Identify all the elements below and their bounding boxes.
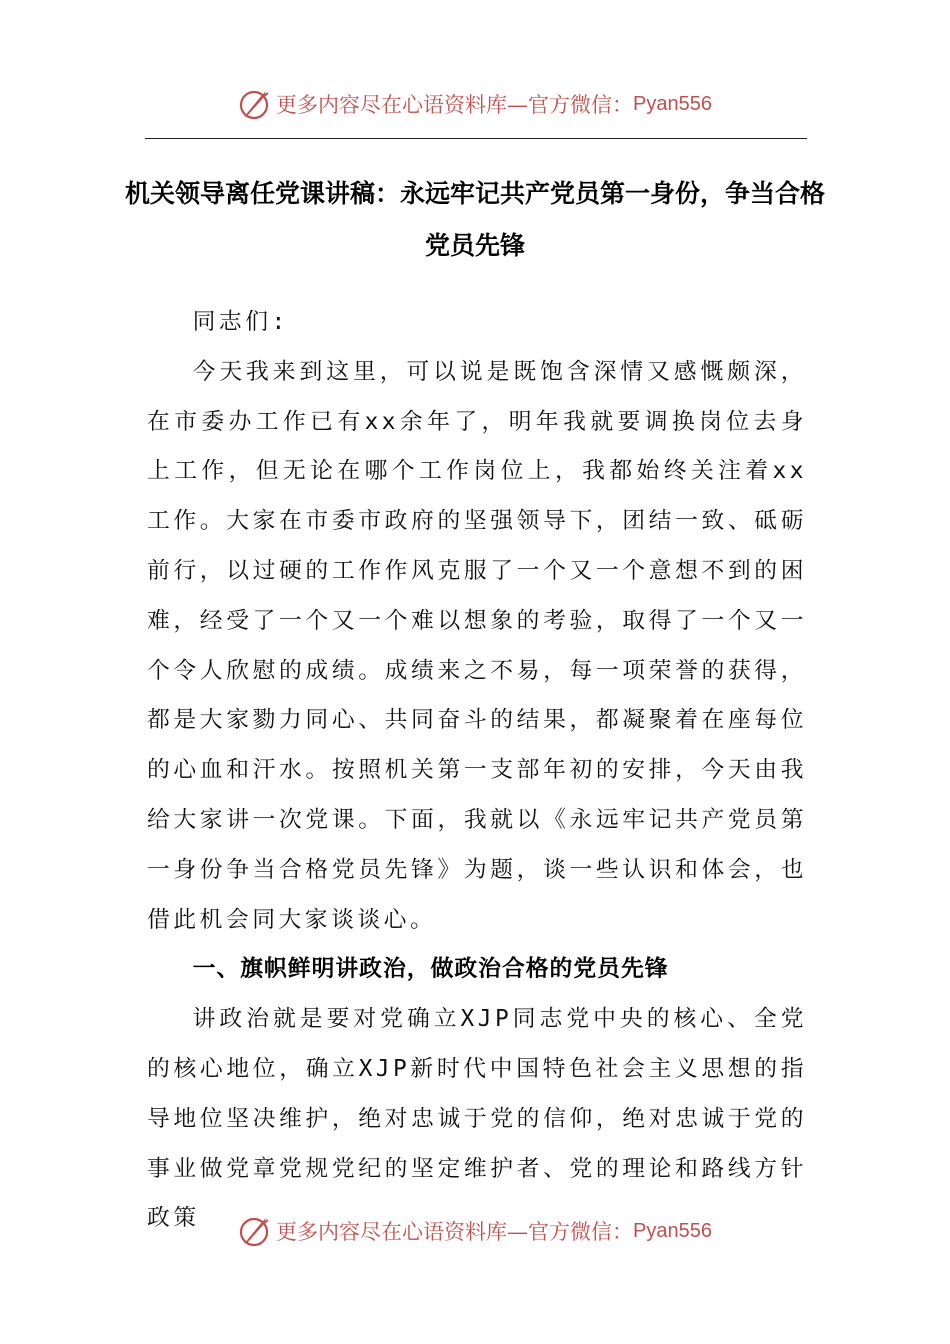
paragraph-section-1: 讲政治就是要对党确立XJP同志党中央的核心、全党的核心地位，确立XJP新时代中国特色社会主义思想的指导地位坚决维护，绝对忠诚于党的信仰，绝对忠诚于党的事业做党章党规党纪的坚定维护者、党的理论和路线方针政策 <box>147 1006 807 1232</box>
quill-logo-icon <box>238 1214 272 1248</box>
watermark-text: 更多内容尽在心语资料库—官方微信： <box>276 93 634 117</box>
watermark-text: 更多内容尽在心语资料库—官方微信： <box>276 1220 634 1244</box>
paragraph-intro: 今天我来到这里，可以说是既饱含深情又感慨颇深，在市委办工作已有xx余年了，明年我就要调换岗位去身上工作，但无论在哪个工作岗位上，我都始终关注着xx工作。大家在市委市政府的坚强领导下，团结一致、砥砺前行，以过硬的工作作风克服了一个又一个意想不到的困难，经受了一个又一个难以想象的考验，取得了一个又一个令人欣慰的成绩。成绩来之不易，每一项荣誉的获得，都是大家勠力同心、共同奋斗的结果，都凝聚着在座每位的心血和汗水。按照机关第一支部年初的安排，今天由我给大家讲一次党课。下面，我就以《永远牢记共产党员第一身份争当合格党员先锋》为题，谈一些认识和体会，也借此机会同大家谈谈心。 <box>147 358 807 933</box>
document-title: 机关领导离任党课讲稿：永远牢记共产党员第一身份，争当合格党员先锋 <box>124 179 825 260</box>
header-divider <box>145 138 807 139</box>
document-body <box>147 298 807 1244</box>
section-heading: 一、旗帜鲜明讲政治，做政治合格的党员先锋 <box>192 956 669 983</box>
watermark-wechat-id: Pyan556 <box>633 1219 712 1242</box>
header-watermark <box>0 84 950 124</box>
salutation: 同志们: <box>192 309 289 335</box>
watermark-wechat-id: Pyan556 <box>633 92 712 115</box>
footer-watermark <box>0 1211 950 1251</box>
quill-logo-icon <box>238 87 272 121</box>
